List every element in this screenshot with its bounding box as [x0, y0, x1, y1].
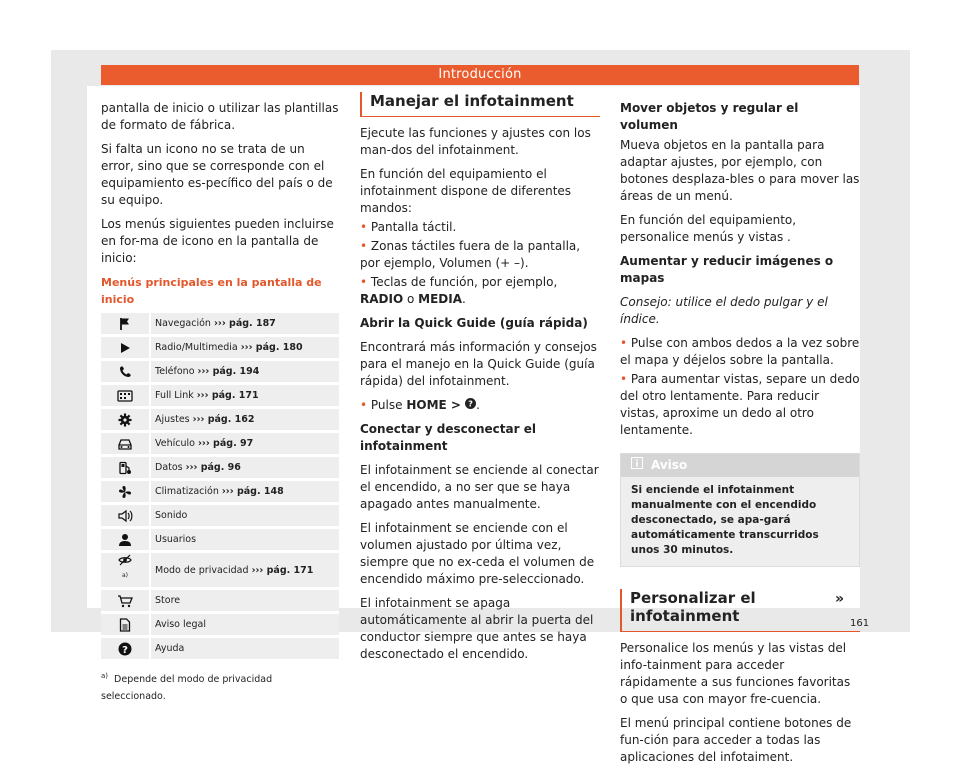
bullet-text: .: [462, 292, 466, 306]
play-icon: [101, 336, 150, 360]
phone-icon: [101, 360, 150, 384]
cart-icon: [101, 589, 150, 613]
menu-label: [150, 384, 339, 408]
menu-label: [150, 432, 339, 456]
page-ref: ››› pág. 97: [198, 438, 254, 449]
paragraph: Mueva objetos en la pantalla para adaptar ajustes, por ejemplo, con botones desplaza-bles o para mover las áreas de un menú.: [620, 138, 860, 203]
paragraph: Ejecute las funciones y ajustes con los man-dos del infotainment.: [360, 126, 591, 157]
paragraph: En función del equipamiento el infotainment dispone de diferentes mandos:: [360, 167, 572, 215]
paragraph: El infotainment se apaga automáticamente al abrir la puerta del conductor siempre que antes se haya desconectado el encendido.: [360, 596, 594, 661]
chapter-header: Introducción: [101, 65, 859, 85]
table-row: [101, 504, 339, 528]
info-icon: [631, 457, 643, 474]
flag-icon: [101, 313, 150, 336]
table-row: [101, 336, 339, 360]
notice-text: Si enciende el infotainment manualmente con el encendido desconectado, se apa-gará automáticamente transcurridos unos 30 minutos.: [631, 484, 819, 556]
tip-text: Consejo: utilice el dedo pulgar y el índice.: [620, 295, 828, 326]
page-ref: ››› pág. 162: [192, 414, 255, 425]
column-right: [620, 100, 860, 773]
subheading: Aumentar y reducir imágenes o mapas: [620, 254, 834, 285]
subheading: Abrir la Quick Guide (guía rápida): [360, 316, 588, 330]
footnote: [101, 668, 339, 705]
menu-name: Aviso legal: [155, 619, 206, 631]
paragraph: Los menús siguientes pueden incluirse en for-ma de icono en la pantalla de inicio:: [101, 217, 334, 265]
sound-icon: [101, 504, 150, 528]
menu-label: [150, 408, 339, 432]
bullet-text: .: [476, 398, 480, 412]
menu-name: Datos: [155, 462, 183, 473]
section-title: Personalizar el infotainment: [620, 589, 860, 632]
table-row: [101, 613, 339, 637]
menu-name: Vehículo: [155, 438, 195, 449]
svg-text:?: ?: [468, 398, 474, 409]
paragraph: pantalla de inicio o utilizar las plantillas de formato de fábrica.: [101, 101, 339, 132]
menu-name: Ajustes: [155, 414, 190, 425]
menu-label: [150, 528, 339, 552]
bullet-text: o: [403, 292, 419, 306]
menu-name: Modo de privacidad: [155, 564, 249, 576]
menu-label: [150, 552, 339, 589]
document-icon: [101, 613, 150, 637]
paragraph: El infotainment se enciende con el volumen ajustado por última vez, siempre que no ex-ceda el volumen de encendido máximo pre-seleccionado.: [360, 521, 595, 586]
table-row: [101, 528, 339, 552]
menu-label: [150, 589, 339, 613]
bullet-text: Pulse: [370, 398, 407, 412]
table-row: [101, 360, 339, 384]
notice-header: [621, 454, 859, 477]
page-ref: ››› pág. 171: [251, 564, 314, 576]
bullet-item: • Pulse con ambos dedos a la vez sobre el mapa y déjelos sobre la pantalla.: [620, 335, 860, 369]
subheading: Conectar y desconectar el infotainment: [360, 422, 536, 453]
table-row: [101, 384, 339, 408]
menu-label: [150, 456, 339, 480]
column-middle: [360, 92, 600, 670]
bullet-item: • Pantalla táctil.: [360, 219, 600, 236]
page-ref: ››› pág. 180: [240, 342, 303, 353]
table-row: [101, 456, 339, 480]
menu-name: Full Link: [155, 390, 194, 401]
notice-box: [620, 453, 860, 567]
bullet-item: • Para aumentar vistas, separe un dedo del otro lentamente. Para reducir vistas, aproxime un dedo al otro lentamente.: [620, 371, 860, 439]
user-icon: [101, 528, 150, 552]
menu-label: [150, 360, 339, 384]
table-row: [101, 552, 339, 589]
page-number: 161: [850, 618, 870, 629]
main-menu-table: [101, 313, 339, 662]
paragraph: Encontrará más información y consejos para el manejo en la Quick Guide (guía rápida) del infotainment.: [360, 340, 597, 388]
svg-text:?: ?: [122, 644, 128, 656]
section-title: Manejar el infotainment: [360, 92, 600, 117]
paragraph: El infotainment se enciende al conectar el encendido, a no ser que se haya apagado antes manualmente.: [360, 463, 599, 511]
bullet-item: • Zonas táctiles fuera de la pantalla, por ejemplo, Volumen (+ –).: [360, 238, 600, 272]
page-ref: ››› pág. 171: [196, 390, 259, 401]
car-icon: [101, 432, 150, 456]
privacy-icon: [101, 552, 150, 589]
page-ref: ››› pág. 148: [221, 486, 284, 497]
table-row: [101, 637, 339, 661]
menu-label: [150, 336, 339, 360]
key-radio: RADIO: [360, 292, 404, 306]
paragraph: El menú principal contiene botones de fun-ción para acceder a todas las aplicaciones del infotaiment.: [620, 716, 852, 764]
menu-name: Usuarios: [155, 534, 197, 545]
bullet-text: Teclas de función, por ejemplo,: [370, 275, 558, 289]
subheading: Mover objetos y regular el volumen: [620, 101, 799, 132]
menu-name: Radio/Multimedia: [155, 342, 238, 353]
notice-title: Aviso: [651, 458, 688, 472]
paragraph: Si falta un icono no se trata de un error, sino que se corresponde con el equipamiento es-pecífico del país o de su equipo.: [101, 142, 333, 207]
table-row: [101, 408, 339, 432]
gear-icon: [101, 408, 150, 432]
fan-icon: [101, 480, 150, 504]
table-title: Menús principales en la pantalla de inicio: [101, 276, 322, 306]
menu-name: Store: [155, 595, 181, 607]
table-row: [101, 313, 339, 336]
menu-name: Navegación: [155, 318, 211, 329]
table-row: [101, 432, 339, 456]
help-icon: [101, 637, 150, 661]
table-row: [101, 589, 339, 613]
menu-label: [150, 313, 339, 336]
menu-name: Ayuda: [155, 643, 185, 655]
menu-label: [150, 480, 339, 504]
table-row: [101, 480, 339, 504]
column-left: [101, 100, 339, 705]
page-ref: ››› pág. 96: [185, 462, 241, 473]
key-media: MEDIA: [418, 292, 462, 306]
fuel-icon: [101, 456, 150, 480]
menu-label: [150, 613, 339, 637]
key-home: HOME >: [406, 398, 466, 412]
paragraph: Personalice los menús y las vistas del info-tainment para acceder rápidamente a sus funciones favoritas o que usa con mayor fre-cuencia.: [620, 641, 851, 706]
footnote-mark: a): [101, 672, 109, 681]
paragraph: En función del equipamiento, personalice menús y vistas .: [620, 213, 797, 244]
help-icon: [465, 397, 476, 414]
page-ref: ››› pág. 187: [213, 318, 276, 329]
menu-label: [150, 637, 339, 661]
continue-marker: »: [835, 591, 845, 607]
bullet-item: [360, 397, 600, 414]
menu-name: Climatización: [155, 486, 219, 497]
fulllink-icon: [101, 384, 150, 408]
bullet-item: [360, 274, 600, 308]
menu-name: Sonido: [155, 510, 188, 521]
footnote-text: Depende del modo de privacidad seleccionado.: [101, 674, 273, 703]
menu-label: [150, 504, 339, 528]
page-ref: ››› pág. 194: [197, 366, 260, 377]
footnote-ref: a): [121, 572, 129, 579]
menu-name: Teléfono: [155, 366, 195, 377]
